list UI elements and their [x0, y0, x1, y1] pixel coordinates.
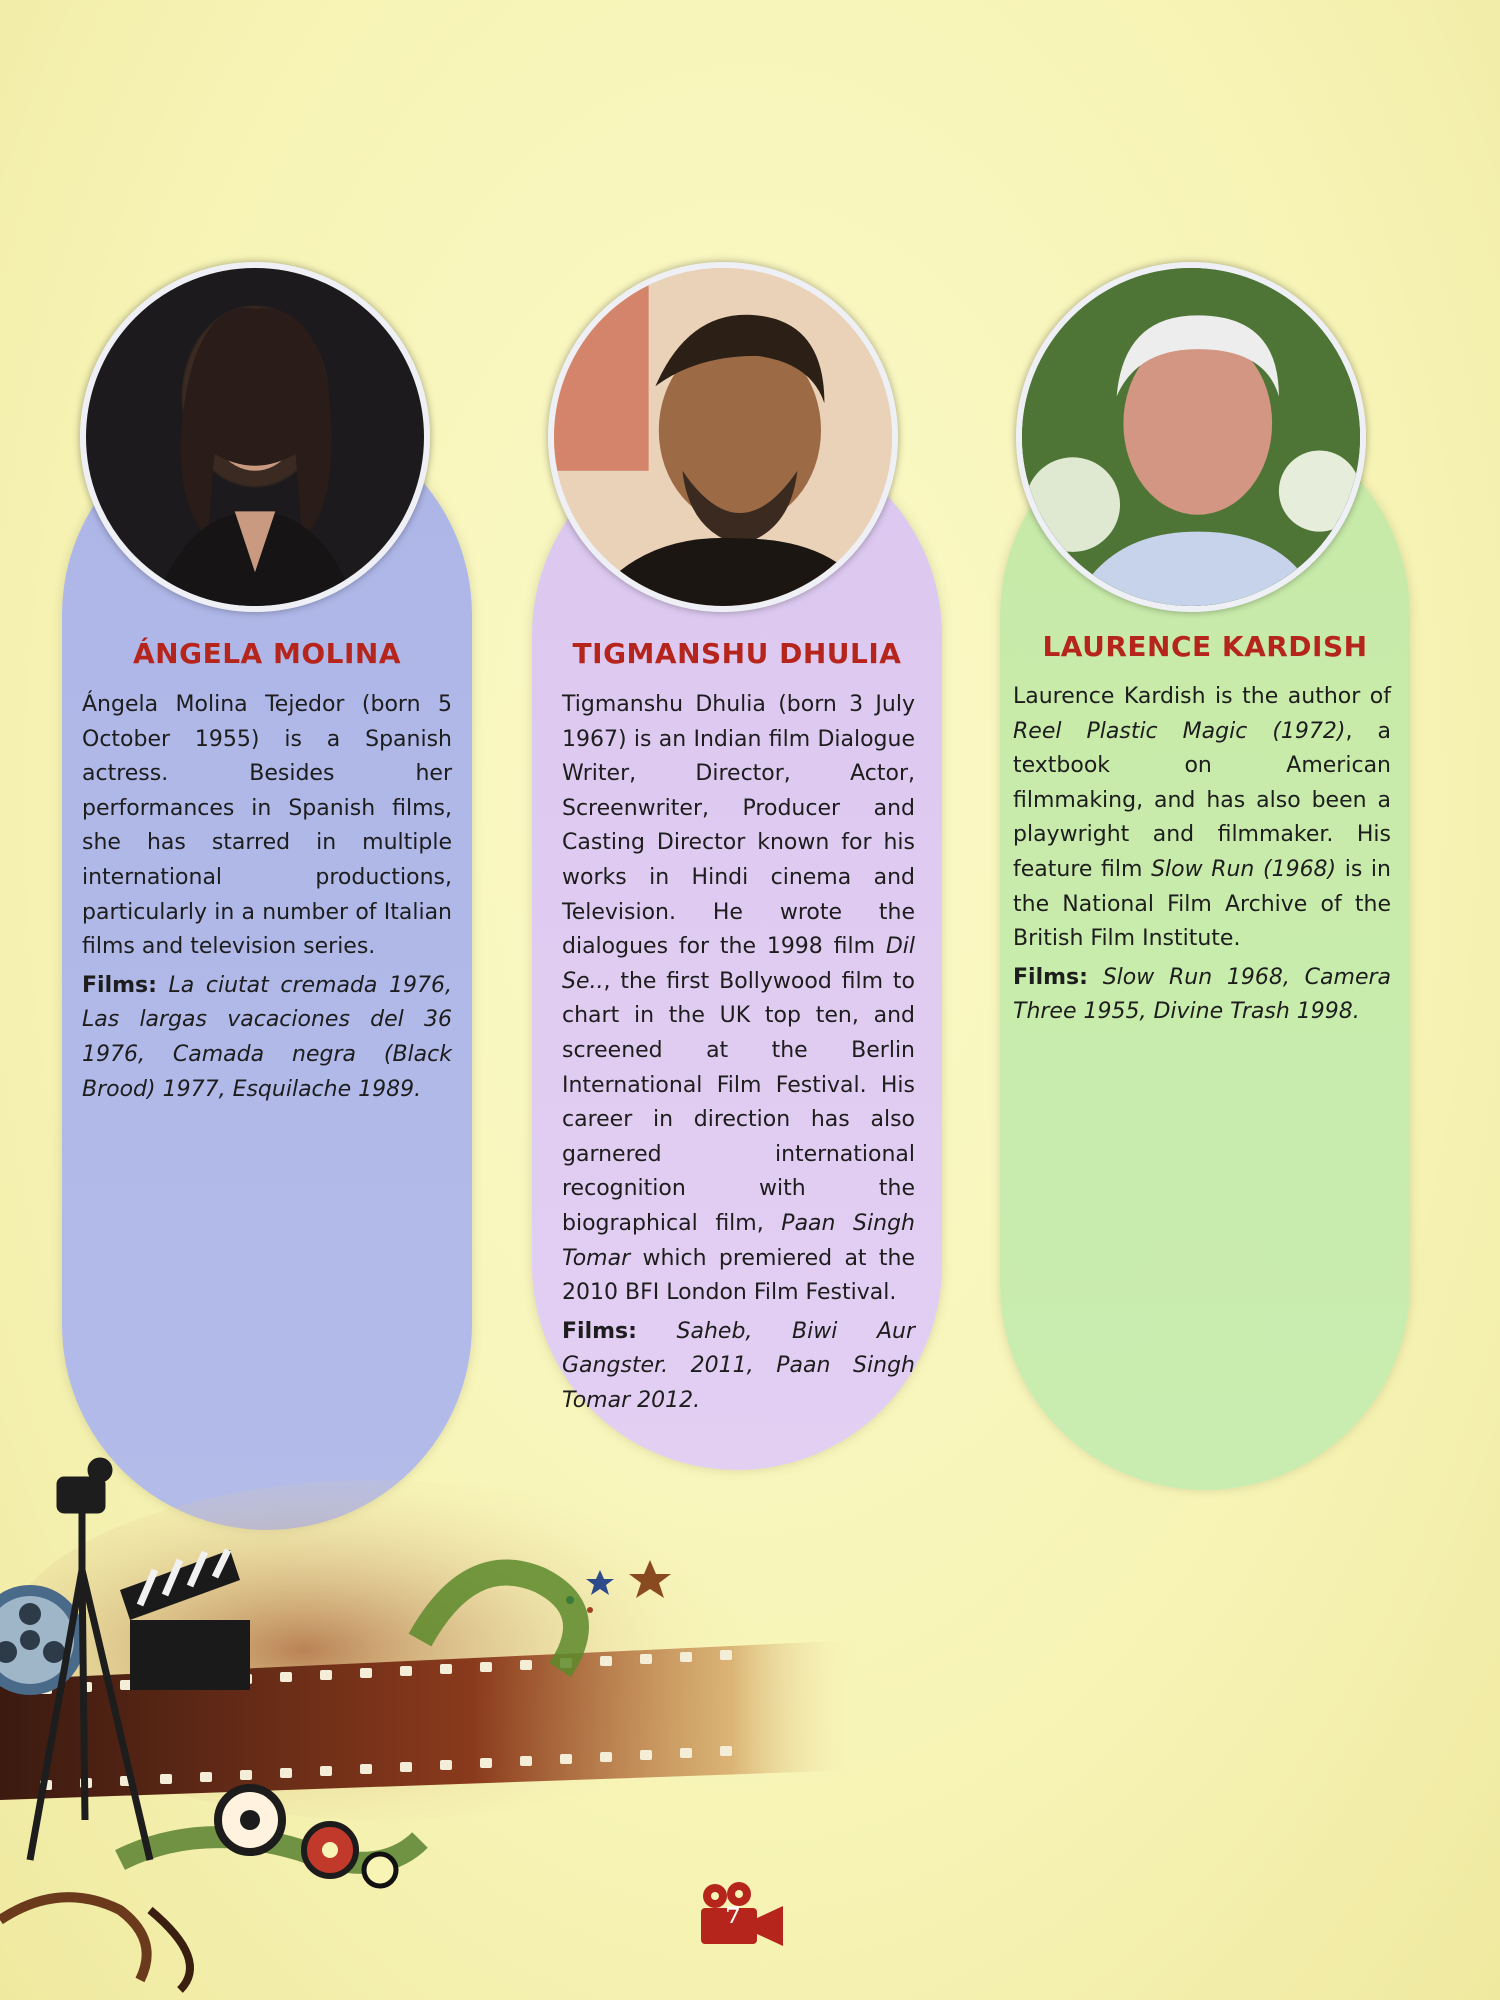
profile-bio	[562, 688, 915, 1418]
bio-book-title: Reel Plastic Magic (1972)	[1013, 718, 1346, 744]
bio-segment: Laurence Kardish is the author of	[1013, 684, 1391, 709]
portrait-image	[1022, 268, 1360, 606]
portrait-image	[554, 268, 892, 606]
portrait-photo-angela-molina	[80, 262, 430, 612]
films-list	[562, 1315, 915, 1419]
bio-text	[1013, 680, 1391, 957]
films-list	[1013, 961, 1391, 1030]
films-label: Films:	[562, 1318, 637, 1344]
bio-film-title: Slow Run (1968)	[1151, 856, 1337, 882]
bio-text	[562, 688, 915, 1311]
films-label: Films:	[1013, 964, 1088, 990]
films-list	[82, 969, 452, 1107]
page-number: 7	[725, 1903, 741, 1929]
bio-segment: , a textbook on American filmmaking, and has also been a playwright and filmmaker. His feature film	[1013, 718, 1391, 882]
decorative-flourish	[150, 1910, 190, 1990]
portrait-photo-tigmanshu-dhulia	[548, 262, 898, 612]
films-text: La ciutat cremada 1976, Las largas vacaciones del 36 1976, Camada negra (Black Brood) 1977, Esquilache 1989.	[82, 972, 452, 1102]
portrait-image	[86, 268, 424, 606]
films-text: Saheb, Biwi Aur Gangster. 2011, Paan Singh Tomar 2012.	[562, 1318, 915, 1413]
films-label: Films:	[82, 972, 157, 998]
bio-segment: is in the National Film Archive of the British Film Institute.	[1013, 856, 1391, 952]
bio-text: Ángela Molina Tejedor (born 5 October 1955) is a Spanish actress. Besides her performances in Spanish films, she has starred in multiple international productions, particularly in a number of Italian films and television series.	[82, 692, 452, 960]
profile-bio	[82, 688, 452, 1107]
profile-name: ÁNGELA MOLINA	[132, 637, 401, 670]
bio-segment: , the first Bollywood film to chart in the UK top ten, and screened at the Berlin International Film Festival. His career in direction has also garnered international recognition with the biographical film,	[562, 968, 915, 1236]
bio-film-title: Dil Se..	[562, 934, 915, 994]
profile-bio	[1013, 680, 1391, 1030]
films-text: Slow Run 1968, Camera Three 1955, Divine Trash 1998.	[1013, 964, 1391, 1025]
bio-film-title: Paan Singh Tomar	[562, 1210, 915, 1271]
bio-segment: Tigmanshu Dhulia (born 3 July 1967) is an Indian film Dialogue Writer, Director, Actor, Screenwriter, Producer and Casting Director known for his works in Hindi cinema and Television. He wrote the dialogues for the 1998 film	[562, 692, 915, 960]
portrait-photo-laurence-kardish	[1016, 262, 1366, 612]
profile-name: LAURENCE KARDISH	[1042, 630, 1368, 663]
bio-segment: which premiered at the 2010 BFI London Film Festival.	[562, 1245, 915, 1306]
decorative-flourish	[0, 1897, 147, 1980]
profile-name: TIGMANSHU DHULIA	[572, 637, 902, 670]
